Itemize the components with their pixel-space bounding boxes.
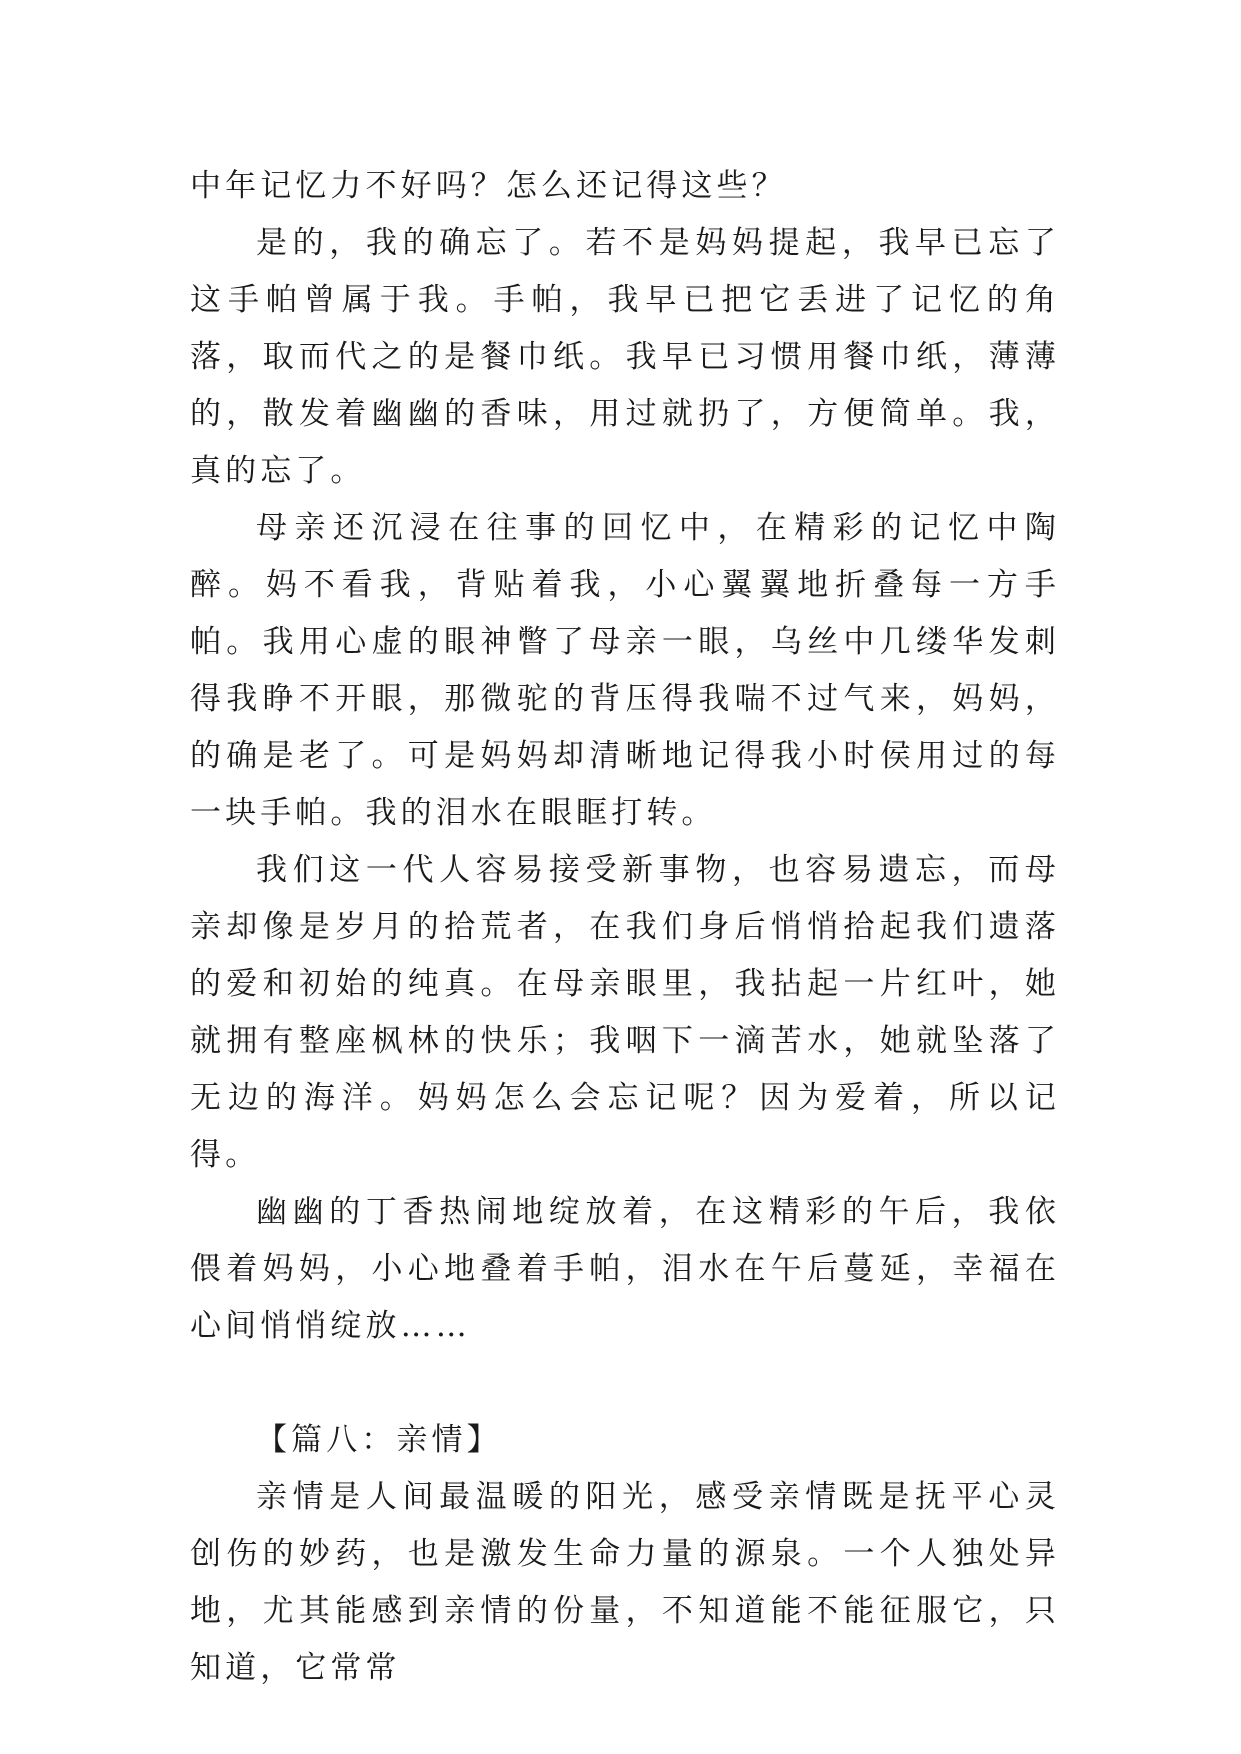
section-spacer bbox=[190, 1355, 1060, 1412]
paragraph-2: 是的，我的确忘了。若不是妈妈提起，我早已忘了这手帕曾属于我。手帕，我早已把它丢进了记忆的角落，取而代之的是餐巾纸。我早已习惯用餐巾纸，薄薄的，散发着幽幽的香味，用过就扔了，方便简单。我，真的忘了。 bbox=[190, 225, 1060, 489]
section-heading: 【篇八：亲情】 bbox=[256, 1422, 502, 1458]
paragraph-5: 幽幽的丁香热闹地绽放着，在这精彩的午后，我依偎着妈妈，小心地叠着手帕，泪水在午后蔓延，幸福在心间悄悄绽放…… bbox=[190, 1194, 1060, 1344]
paragraph-3: 母亲还沉浸在往事的回忆中，在精彩的记忆中陶醉。妈不看我，背贴着我，小心翼翼地折叠每一方手帕。我用心虚的眼神瞥了母亲一眼，乌丝中几缕华发刺得我睁不开眼，那微驼的背压得我喘不过气来，妈妈，的确是老了。可是妈妈却清晰地记得我小时侯用过的每一块手帕。我的泪水在眼眶打转。 bbox=[190, 510, 1060, 831]
section-paragraph: 亲情是人间最温暖的阳光，感受亲情既是抚平心灵创伤的妙药，也是激发生命力量的源泉。一个人独处异地，尤其能感到亲情的份量，不知道能不能征服它，只知道，它常常 bbox=[190, 1479, 1060, 1686]
paragraph-1: 中年记忆力不好吗？怎么还记得这些？ bbox=[190, 168, 787, 204]
document-body bbox=[190, 158, 1060, 1697]
paragraph-4: 我们这一代人容易接受新事物，也容易遗忘，而母亲却像是岁月的拾荒者，在我们身后悄悄拾起我们遗落的爱和初始的纯真。在母亲眼里，我拈起一片红叶，她就拥有整座枫林的快乐；我咽下一滴苦水，她就坠落了无边的海洋。妈妈怎么会忘记呢？因为爱着，所以记得。 bbox=[190, 852, 1060, 1173]
